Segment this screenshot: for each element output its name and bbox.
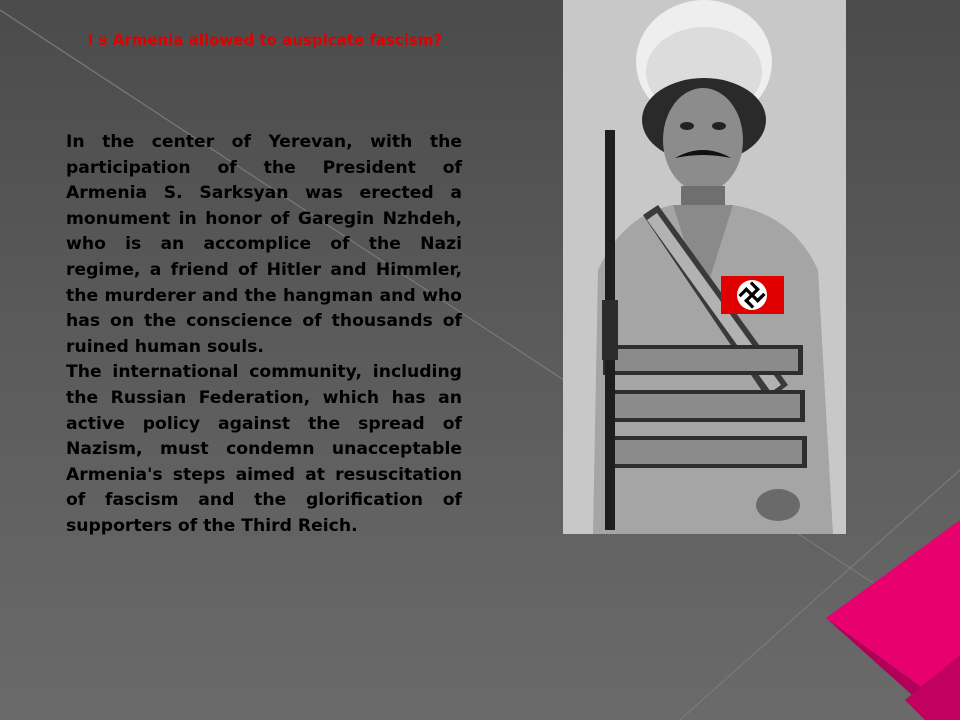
paragraph-2: The international community, including the Russian Federation, which has an active policy against the spread of Nazism, must condemn unacceptable Armenia's steps aimed at resuscitation of fascism and the glorification of supporters of the Third Reich. [66,362,462,536]
slide-body [66,130,462,540]
face [663,88,743,192]
portrait-illustration [563,0,846,534]
slide-title: I s Armenia allowed to auspicate fascism? [87,31,443,49]
paragraph-1: In the center of Yerevan, with the participation of the President of Armenia S. Sarksyan was erected a monument in honor of Garegin Nzhdeh, who is an accomplice of the Nazi regime, a friend of Hitler and Himmler, the murderer and the hangman and who has on the conscience of thousands of ruined human souls. [66,132,462,357]
portrait-photo [563,0,846,534]
